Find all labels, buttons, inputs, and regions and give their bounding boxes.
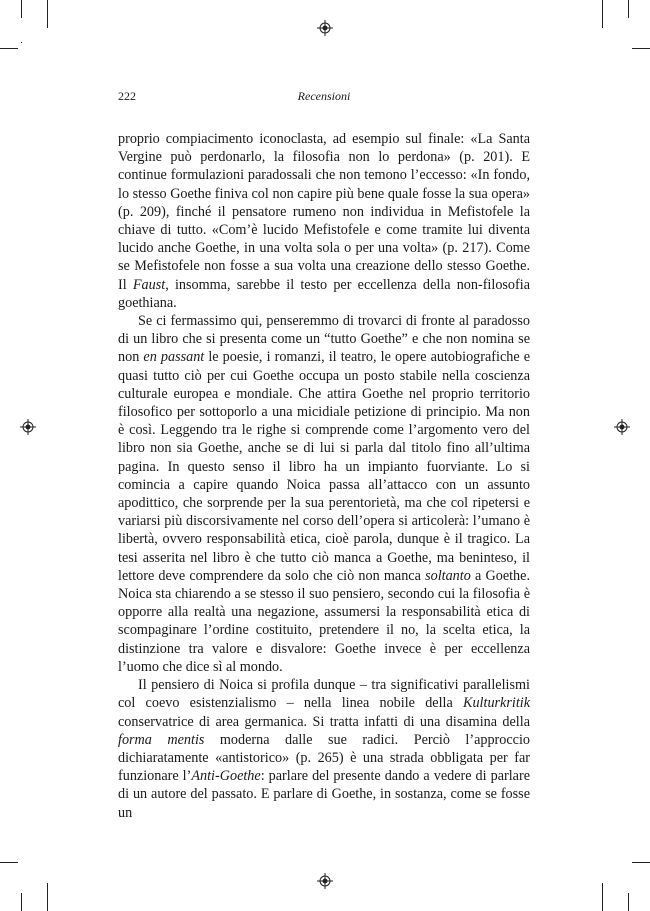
text-run: proprio compiacimento iconoclasta, ad esempio sul finale: «La Santa Vergine può perdonarlo, la filosofia non lo perdona» (p. 201). E continue formulazioni paradossali che non temono l’eccesso: «In fondo, lo stesso Goethe finiva col non capire più bene quale fosse la sua opera» (p. 209), finché il pensatore rumeno non individua in Mefistofele la chiave di tutto. «Com’è lucido Mefistofele e come tramite lui diventa lucido anche Goethe, in una volta sola o per una volta» (p. 217). Come se Mefistofele non fosse a sua volta una creazione dello stesso Goethe. Il — [118, 131, 530, 293]
text-run: conservatrice di area germanica. Si tratta infatti di una disamina della — [118, 713, 530, 730]
italic-text: forma mentis — [118, 731, 205, 748]
crop-mark — [602, 883, 603, 911]
page-header — [118, 89, 530, 107]
paragraph — [118, 676, 530, 822]
paragraph — [118, 130, 530, 312]
page-number: 222 — [118, 89, 136, 103]
crop-mark — [602, 0, 603, 28]
crop-mark — [632, 862, 650, 863]
crop-mark — [21, 42, 22, 43]
italic-text: en passant — [143, 349, 205, 366]
registration-mark-icon — [20, 419, 36, 435]
registration-mark-icon — [317, 20, 333, 36]
text-run: moderna dalle sue radici. Perciò l’approccio dichiaratamente «antistorico» (p. 265) è una strada obbligata per far funzionare l’ — [118, 731, 530, 785]
text-run: : parlare del presente dando a vedere di parlare di un autore del passato. E parlare di Goethe, in sostanza, come se fosse un — [118, 768, 530, 821]
registration-mark-icon — [317, 873, 333, 889]
text-run: Se ci fermassimo qui, penseremmo di trovarci di fronte al paradosso di un libro che si presenta come un “tutto Goethe” e che non nomina se non — [118, 313, 530, 366]
crop-mark — [21, 0, 22, 18]
crop-mark — [21, 893, 22, 911]
registration-mark-icon — [614, 419, 630, 435]
italic-text: soltanto — [425, 567, 471, 584]
italic-text: Anti-Goethe — [191, 768, 261, 785]
italic-text: Faust — [132, 276, 166, 293]
crop-mark — [628, 893, 629, 911]
crop-mark — [632, 48, 650, 49]
crop-mark — [47, 883, 48, 911]
italic-text: Kulturkritik — [463, 695, 530, 712]
crop-mark — [0, 48, 18, 49]
text-run: , insomma, sarebbe il testo per eccellenza della non-filosofia goethiana. — [118, 276, 530, 311]
crop-mark — [47, 0, 48, 28]
crop-mark — [628, 0, 629, 18]
running-head: Recensioni — [297, 89, 351, 103]
text-run: a Goethe. Noica sta chiarendo a se stesso il suo pensiero, secondo cui la filosofia è opporre alla realtà una negazione, assumersi la responsabilità etica di scompaginare l’ordine costituito, pretendere il no, la scelta etica, la distinzione tra valore e disvalore: Goethe invece è per eccellenza l’uomo che dice sì al mondo. — [118, 567, 530, 675]
text-run: le poesie, i romanzi, il teatro, le opere autobiografiche e quasi tutto ciò per cui Goethe occupa un posto stabile nella coscienza culturale europea e mondiale. Che attira Goethe nel proprio territorio filosofico per sottoporlo a una micidiale petizione di principio. Ma non è così. Leggendo tra le righe si comprende come l’argomento vero del libro non sia Goethe, anche se di lui si parla dal titolo fino all’ultima pagina. In questo senso il libro ha un impianto fuorviante. Lo si comincia a capire quando Noica passa all’attacco con un assunto apodittico, che sorprende per la sua perentorietà, ma che col ripetersi e variarsi più discorsivamente nel corso dell’opera si articolerà: l’umano è libertà, ovvero responsabilità etica, cioè parola, dunque è il tragico. La tesi asserita nel libro è che tutto ciò manca a Goethe, ma beninteso, il lettore deve comprendere da solo che ciò non manca — [118, 349, 531, 584]
crop-mark — [0, 862, 18, 863]
paragraph — [118, 312, 530, 676]
body-text — [118, 130, 530, 822]
text-run: Il pensiero di Noica si profila dunque – tra significativi parallelismi col coevo esistenzialismo – nella linea nobile della — [118, 677, 530, 712]
